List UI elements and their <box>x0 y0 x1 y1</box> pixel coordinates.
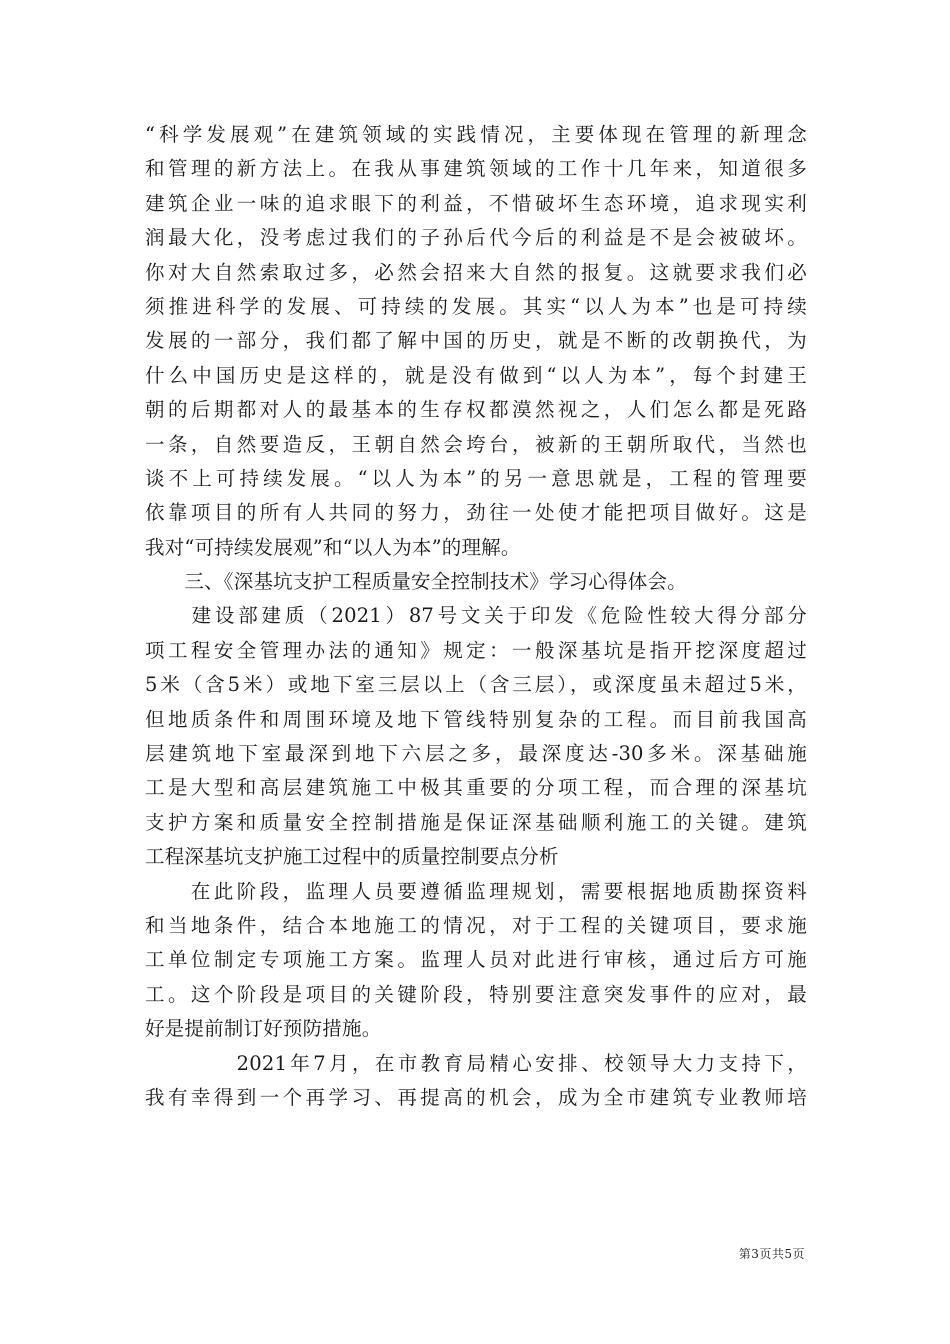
text-line: 什么中国历史是这样的，就是没有做到“以人为本”，每个封建王 <box>145 363 807 387</box>
body-text <box>145 118 807 1115</box>
text-line: 在此阶段，监理人员要遵循监理规划，需要根据地质勘探资料 <box>145 879 807 903</box>
text-line: 工是大型和高层建筑施工中极其重要的分项工程，而合理的深基坑 <box>145 776 807 800</box>
text-line: 谈不上可持续发展。“以人为本”的另一意思就是，工程的管理要 <box>145 466 807 490</box>
page-number-footer: 第3页共5页 <box>738 1247 805 1261</box>
text-line: 支护方案和质量安全控制措施是保证深基础顺利施工的关键。建筑 <box>145 810 807 834</box>
text-line: 发展的一部分，我们都了解中国的历史，就是不断的改朝换代，为 <box>145 329 807 353</box>
text-line: 须推进科学的发展、可持续的发展。其实“以人为本”也是可持续 <box>145 294 807 318</box>
text-line: 好是提前制订好预防措施。 <box>145 1017 382 1041</box>
text-line: 建筑企业一味的追求眼下的利益，不惜破坏生态环境，追求现实利 <box>145 191 807 215</box>
text-line: 润最大化，没考虑过我们的子孙后代今后的利益是不是会被破坏。 <box>145 226 807 250</box>
text-line: 层建筑地下室最深到地下六层之多，最深度达-30多米。深基础施 <box>145 742 807 766</box>
text-line: 我有幸得到一个再学习、再提高的机会，成为全市建筑专业教师培 <box>145 1085 807 1109</box>
text-line: 一条，自然要造反，王朝自然会垮台，被新的王朝所取代，当然也 <box>145 432 807 456</box>
text-line: 项工程安全管理办法的通知》规定：一般深基坑是指开挖深度超过 <box>145 638 807 662</box>
text-line: 5米（含5米）或地下室三层以上（含三层），或深度虽未超过5米， <box>145 673 807 697</box>
text-line: 建设部建质（2021）87号文关于印发《危险性较大得分部分 <box>145 604 807 628</box>
text-line: “科学发展观”在建筑领域的实践情况，主要体现在管理的新理念 <box>145 123 807 146</box>
text-line: 你对大自然索取过多，必然会招来大自然的报复。这就要求我们必 <box>145 260 807 284</box>
text-line: 工程深基坑支护施工过程中的质量控制要点分析 <box>145 845 559 869</box>
text-line: 和当地条件，结合本地施工的情况，对于工程的关键项目，要求施 <box>145 913 807 937</box>
text-line: 朝的后期都对人的最基本的生存权都漠然视之，人们怎么都是死路 <box>145 398 807 422</box>
text-line: 我对“可持续发展观”和“以人为本”的理解。 <box>145 535 521 559</box>
section-heading: 三、《深基坑支护工程质量安全控制技术》学习心得体会。 <box>145 570 687 594</box>
text-line: 和管理的新方法上。在我从事建筑领域的工作十几年来，知道很多 <box>145 157 807 181</box>
text-line: 工。这个阶段是项目的关键阶段，特别要注意突发事件的应对，最 <box>145 982 807 1006</box>
text-line: 依靠项目的所有人共同的努力，劲往一处使才能把项目做好。这是 <box>145 501 807 525</box>
text-line: 2021年7月，在市教育局精心安排、校领导大力支持下， <box>145 1051 807 1075</box>
text-line: 但地质条件和周围环境及地下管线特别复杂的工程。而目前我国高 <box>145 707 807 731</box>
text-line: 工单位制定专项施工方案。监理人员对此进行审核，通过后方可施 <box>145 948 807 972</box>
